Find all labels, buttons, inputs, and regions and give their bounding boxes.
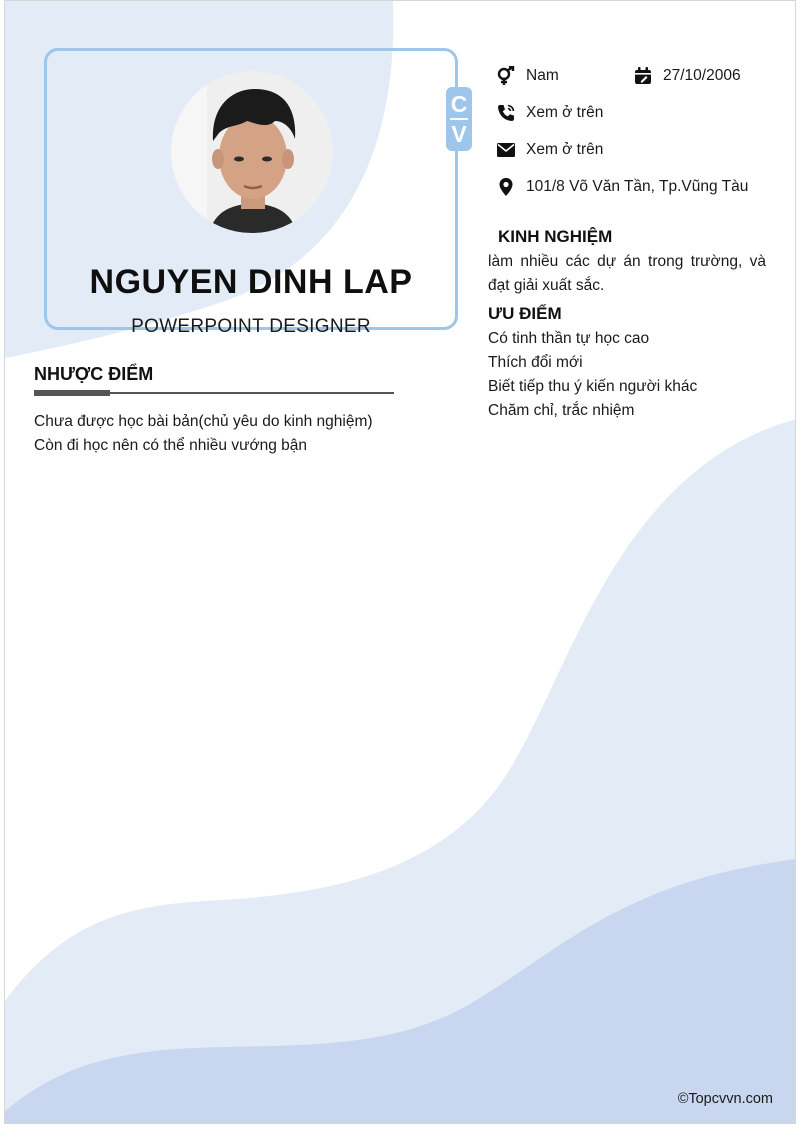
strength-item: Thích đổi mới (488, 354, 583, 371)
gender-icon (496, 66, 516, 86)
portrait-illustration (171, 71, 333, 233)
candidate-name: NGUYEN DINH LAP (89, 263, 413, 301)
contact-email (496, 140, 603, 160)
candidate-role: POWERPOINT DESIGNER (131, 316, 371, 337)
strengths-list (488, 327, 697, 423)
contact-address (496, 177, 748, 197)
contact-gender (496, 66, 559, 86)
weakness-item: Còn đi học nên có thể nhiều vướng bận (34, 437, 308, 454)
weakness-item: Chưa được học bài bản(chủ yêu do kinh nghiệm) (34, 413, 373, 430)
cv-divider (450, 118, 468, 120)
address-value: 101/8 Võ Văn Tần, Tp.Vũng Tàu (526, 178, 749, 195)
contact-birthday (633, 66, 741, 86)
birthday-value: 27/10/2006 (663, 67, 741, 84)
calendar-icon (633, 66, 653, 86)
weaknesses-divider-accent (34, 390, 110, 396)
strength-item: Có tinh thần tự học cao (488, 330, 650, 347)
envelope-icon (496, 140, 516, 160)
experience-text: làm nhiều các dự án trong trường, và đạt giải xuất sắc. (488, 253, 766, 294)
cv-letter-c: C (450, 91, 468, 117)
cv-page (4, 0, 796, 1124)
weaknesses-list (34, 410, 373, 458)
strength-item: Biết tiếp thu ý kiến người khác (488, 378, 698, 395)
weaknesses-title: NHƯỢC ĐIỂM (34, 364, 154, 384)
experience-title: KINH NGHIỆM (498, 227, 613, 246)
profile-photo (171, 71, 333, 233)
strength-item: Chăm chỉ, trắc nhiệm (488, 402, 635, 419)
strengths-title: ƯU ĐIỂM (488, 304, 562, 323)
cv-letter-v: V (451, 121, 467, 147)
phone-icon (496, 103, 516, 123)
gender-value: Nam (526, 67, 559, 84)
phone-value: Xem ở trên (526, 104, 604, 121)
cv-badge (446, 87, 472, 151)
footer-copyright: ©Topcvvn.com (677, 1091, 773, 1107)
contact-phone (496, 103, 603, 123)
email-value: Xem ở trên (526, 141, 604, 158)
location-pin-icon (496, 177, 516, 197)
